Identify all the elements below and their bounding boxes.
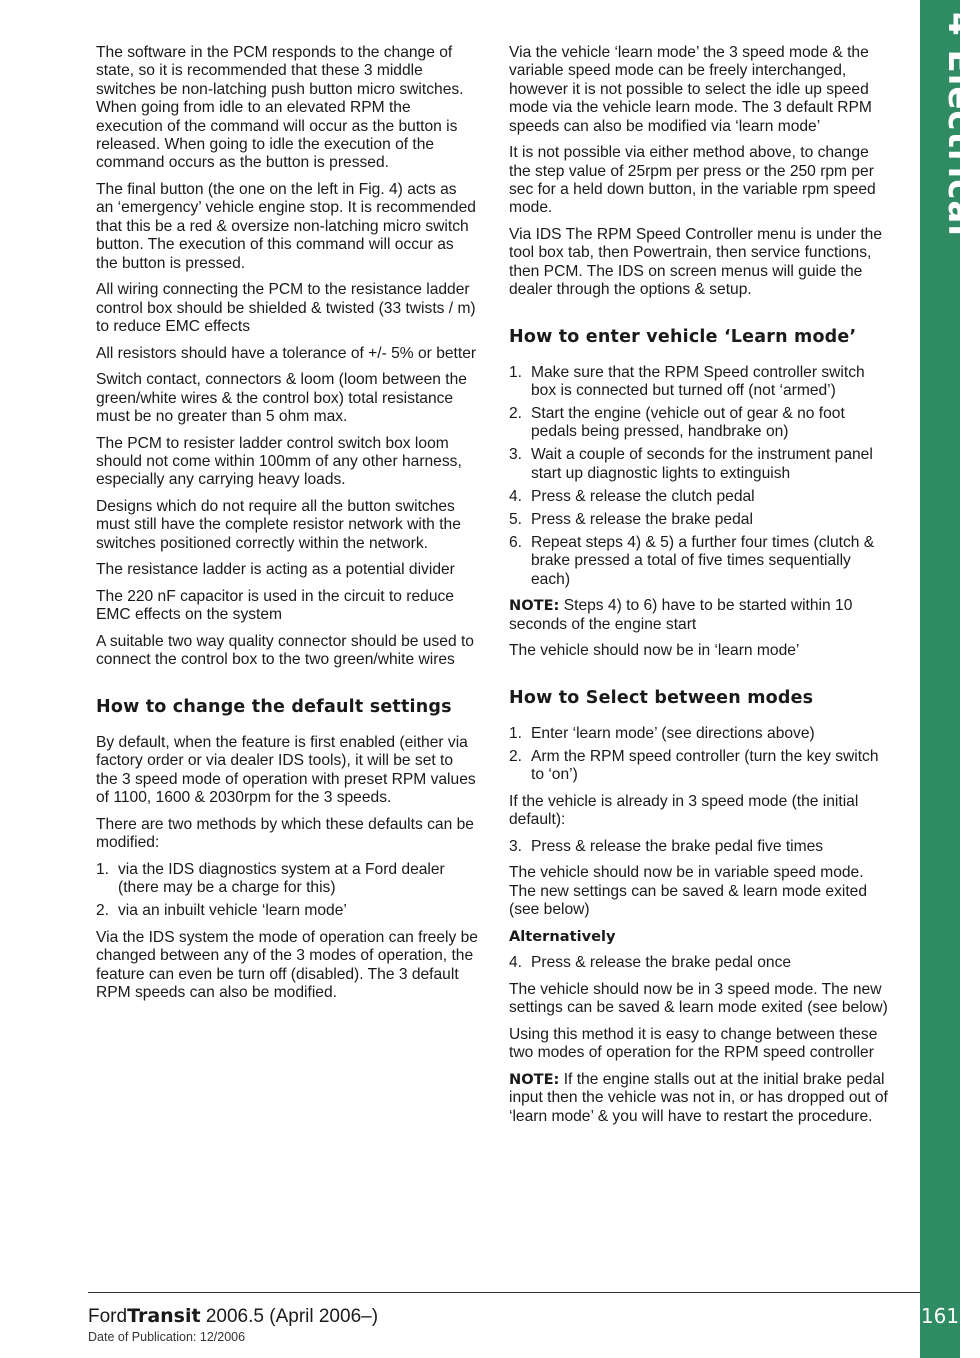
section-title: 4 Electrical [940, 12, 980, 238]
list-number: 2. [509, 405, 523, 423]
paragraph: The vehicle should now be in 3 speed mode. The new settings can be saved & learn mode exited (see below) [509, 980, 888, 1017]
section-heading-defaults: How to change the default settings [96, 696, 452, 717]
list-number: 1. [96, 860, 110, 878]
paragraph: All wiring connecting the PCM to the resistance ladder control box should be shielded & twisted (33 twists / m) to reduce EMC effects [96, 281, 476, 336]
paragraph: A suitable two way quality connector should be used to connect the control box to the two green/white wires [96, 633, 474, 669]
list-item [96, 861, 478, 898]
footer-title [88, 1305, 378, 1328]
list-number: 2. [509, 747, 523, 765]
list-text: Start the engine (vehicle out of gear & no foot pedals being pressed, handbrake on) [531, 405, 845, 441]
list-item [509, 954, 891, 972]
paragraph: The 220 nF capacitor is used in the circuit to reduce EMC effects on the system [96, 588, 454, 624]
paragraph: The final button (the one on the left in Fig. 4) acts as an ‘emergency’ vehicle engine stop. It is recommended that this be a red & oversize non-latching micro switch button. The execution of this command will occur as the button is pressed. [96, 181, 476, 272]
list-number: 1. [509, 724, 523, 742]
list-text: Press & release the brake pedal [531, 510, 753, 528]
paragraph: Designs which do not require all the button switches must still have the complete resistor network with the switches positioned correctly within the network. [96, 498, 461, 552]
paragraph: Switch contact, connectors & loom (loom between the green/white wires & the control box) total resistance must be no greater than 5 ohm max. [96, 371, 467, 426]
list-item [509, 488, 891, 506]
list-number: 2. [96, 902, 110, 920]
list-item [96, 902, 478, 920]
note-label: NOTE: [509, 1070, 560, 1088]
section-heading-select-modes: How to Select between modes [509, 687, 814, 708]
alternatively-label: Alternatively [509, 927, 616, 945]
note [509, 597, 891, 634]
right-column [509, 44, 891, 1134]
list-item [509, 446, 891, 483]
list-text: via an inbuilt vehicle ‘learn mode’ [118, 902, 347, 920]
note-text: If the engine stalls out at the initial brake pedal input then the vehicle was not in, or has dropped out of ‘learn mode’ & you will have to restart the procedure. [509, 1070, 888, 1125]
page-number: 161 [920, 1304, 960, 1328]
note-label: NOTE: [509, 597, 560, 615]
paragraph: If the vehicle is already in 3 speed mode (the initial default): [509, 792, 859, 829]
paragraph: The PCM to resister ladder control switch box loom should not come within 100mm of any other harness, especially any carrying heavy loads. [96, 434, 462, 489]
footer-divider [88, 1292, 920, 1293]
list-number: 6. [509, 533, 523, 551]
list-number: 4. [509, 954, 523, 972]
list-number: 3. [509, 446, 523, 464]
step-3-list [509, 838, 891, 856]
left-column [96, 44, 478, 1011]
paragraph: The software in the PCM responds to the change of state, so it is recommended that these 3 middle switches be non-latching push button micro switches. When going from idle to an elevated RPM the execution of the command will occur as the button is released. When going to idle the execution of the command occurs as the button is pressed. [96, 44, 464, 172]
paragraph: By default, when the feature is first enabled (either via factory order or via dealer IDS tools), it will be set to the 3 speed mode of operation with preset RPM values of 1100, 1600 & 2030rpm for the 3 speeds. [96, 733, 476, 807]
footer-edition: 2006.5 (April 2006–) [200, 1306, 379, 1327]
list-number: 3. [509, 837, 523, 855]
footer-model: Transit [127, 1305, 201, 1327]
list-text: Wait a couple of seconds for the instrument panel start up diagnostic lights to extinguish [531, 446, 873, 482]
step-4-list [509, 954, 891, 972]
list-item [509, 364, 891, 401]
paragraph: It is not possible via either method above, to change the step value of 25rpm per press or the 250 rpm per sec for a held down button, in the variable rpm speed mode. [509, 144, 876, 217]
list-text: Press & release the brake pedal once [531, 954, 792, 972]
paragraph: The resistance ladder is acting as a potential divider [96, 561, 455, 579]
publication-date: Date of Publication: 12/2006 [88, 1330, 246, 1344]
list-number: 1. [509, 363, 523, 381]
note [509, 1071, 891, 1126]
list-text: Press & release the clutch pedal [531, 487, 755, 505]
list-text: Press & release the brake pedal five times [531, 837, 824, 855]
list-item [509, 838, 891, 856]
list-item [509, 534, 891, 589]
select-steps-list [509, 725, 891, 785]
list-item [509, 725, 891, 743]
footer-brand: Ford [88, 1306, 128, 1327]
paragraph: All resistors should have a tolerance of +/- 5% or better [96, 344, 477, 362]
methods-list [96, 861, 478, 921]
section-sidebar [920, 0, 980, 1358]
list-text: Repeat steps 4) & 5) a further four times (clutch & brake pressed a total of five times sequentially each) [531, 533, 875, 588]
list-item [509, 511, 891, 529]
paragraph: There are two methods by which these defaults can be modified: [96, 815, 474, 852]
list-item [509, 748, 891, 785]
paragraph: The vehicle should now be in ‘learn mode’ [509, 642, 800, 660]
list-number: 5. [509, 510, 523, 528]
paragraph: Using this method it is easy to change between these two modes of operation for the RPM speed controller [509, 1025, 878, 1062]
list-item [509, 405, 891, 442]
list-number: 4. [509, 487, 523, 505]
list-text: Arm the RPM speed controller (turn the key switch to ‘on’) [531, 747, 879, 784]
section-heading-learn-mode: How to enter vehicle ‘Learn mode’ [509, 326, 857, 347]
paragraph: The vehicle should now be in variable speed mode. The new settings can be saved & learn mode exited (see below) [509, 864, 868, 919]
list-text: via the IDS diagnostics system at a Ford dealer (there may be a charge for this) [118, 860, 445, 897]
paragraph: Via the vehicle ‘learn mode’ the 3 speed mode & the variable speed mode can be freely interchanged, however it is not possible to select the idle up speed mode via the vehicle learn mode. The 3 default RPM speeds can also be modified via ‘learn mode’ [509, 44, 872, 135]
paragraph: Via IDS The RPM Speed Controller menu is under the tool box tab, then Powertrain, then service functions, then PCM. The IDS on screen menus will guide the dealer through the options & setup. [509, 226, 883, 299]
learn-steps-list [509, 364, 891, 589]
list-text: Enter ‘learn mode’ (see directions above) [531, 724, 815, 742]
list-text: Make sure that the RPM Speed controller switch box is connected but turned off (not ‘armed’) [531, 363, 865, 400]
paragraph: Via the IDS system the mode of operation can freely be changed between any of the 3 modes of operation, the feature can even be turn off (disabled). The 3 default RPM speeds can also be modified. [96, 928, 478, 1001]
note-text: Steps 4) to 6) have to be started within 10 seconds of the engine start [509, 597, 853, 633]
